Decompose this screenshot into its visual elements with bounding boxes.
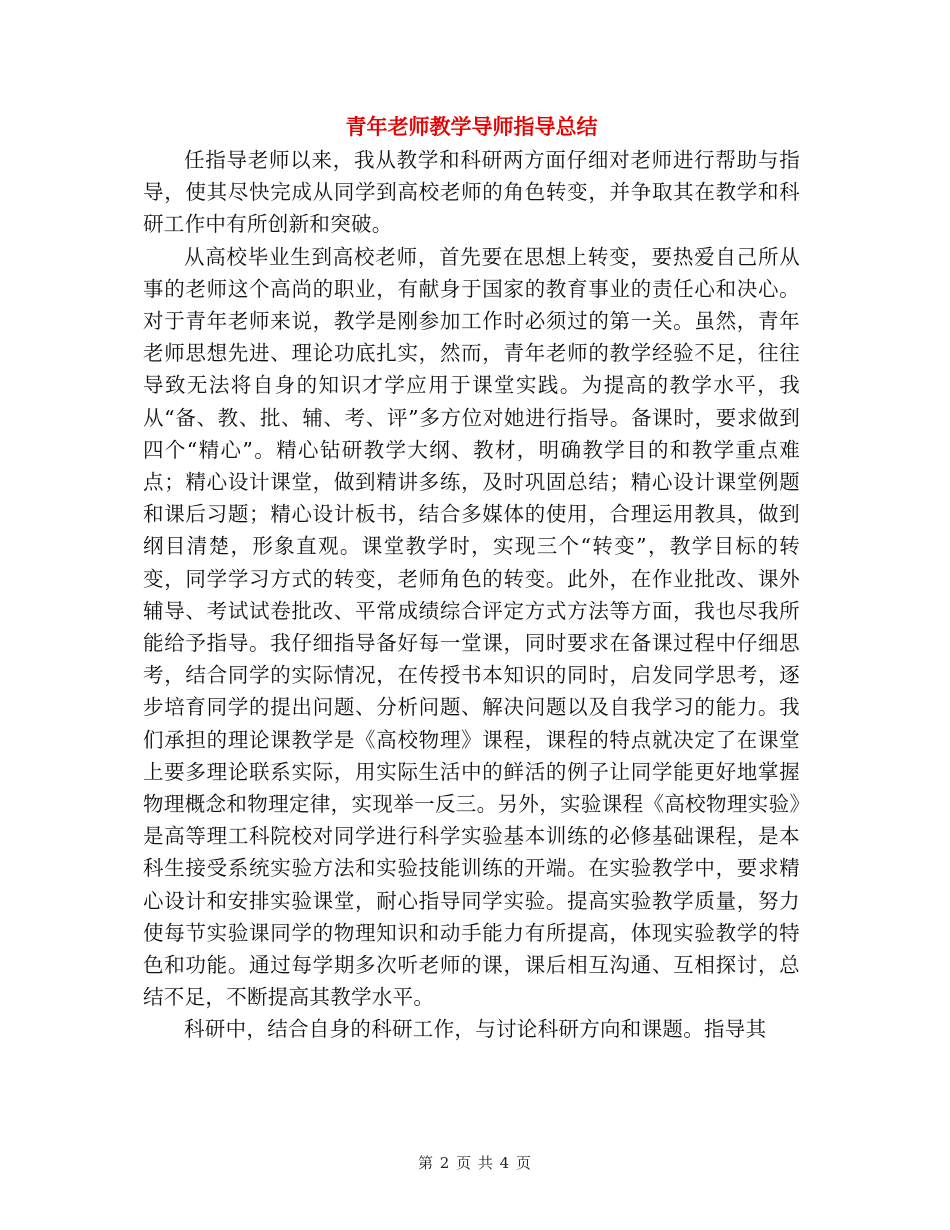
paragraph-research: 科研中，结合自身的科研工作，与讨论科研方向和课题。指导其 (184, 1017, 767, 1042)
document-title: 青年老师教学导师指导总结 (345, 114, 598, 139)
paragraph-teaching: 从高校毕业生到高校老师，首先要在思想上转变，要热爱自己所从事的老师这个高尚的职业，有献身于国家的教育事业的责任心和决心。对于青年老师来说，教学是刚参加工作时必须过的第一关。虽然，青年老师思想先进、理论功底扎实，然而，青年老师的教学经验不足，往往导致无法将自身的知识才学应用于课堂实践。为提高的教学水平，我从“备、教、批、辅、考、评”多方位对她进行指导。备课时，要求做到四个“精心”。精心钻研教学大纲、教材，明确教学目的和教学重点难点；精心设计课堂，做到精讲多练，及时巩固总结；精心设计课堂例题和课后习题；精心设计板书，结合多媒体的使用，合理运用教具，做到纲目清楚，形象直观。课堂教学时，实现三个“转变”，教学目标的转变，同学学习方式的转变，老师角色的转变。此外，在作业批改、课外辅导、考试试卷批改、平常成绩综合评定方式方法等方面，我也尽我所能给予指导。我仔细指导备好每一堂课，同时要求在备课过程中仔细思考，结合同学的实际情况，在传授书本知识的同时，启发同学思考，逐步培育同学的提出问题、分析问题、解决问题以及自我学习的能力。我们承担的理论课教学是《高校物理》课程，课程的特点就决定了在课堂上要多理论联系实际，用实际生活中的鲜活的例子让同学能更好地掌握物理概念和物理定律，实现举一反三。另外，实验课程《高校物理实验》是高等理工科院校对同学进行科学实验基本训练的必修基础课程，是本科生接受系统实验方法和实验技能训练的开端。在实验教学中，要求精心设计和安排实验课堂，耐心指导同学实验。提高实验教学质量，努力使每节实验课同学的物理知识和动手能力有所提高，体现实验教学的特色和功能。通过每学期多次听老师的课，课后相互沟通、互相探讨，总结不足，不断提高其教学水平。 (143, 244, 800, 1010)
page-number-footer: 第 2 页 共 4 页 (418, 1154, 532, 1172)
paragraph-intro: 任指导老师以来，我从教学和科研两方面仔细对老师进行帮助与指导，使其尽快完成从同学到高校老师的角色转变，并争取其在教学和科研工作中有所创新和突破。 (143, 148, 800, 237)
